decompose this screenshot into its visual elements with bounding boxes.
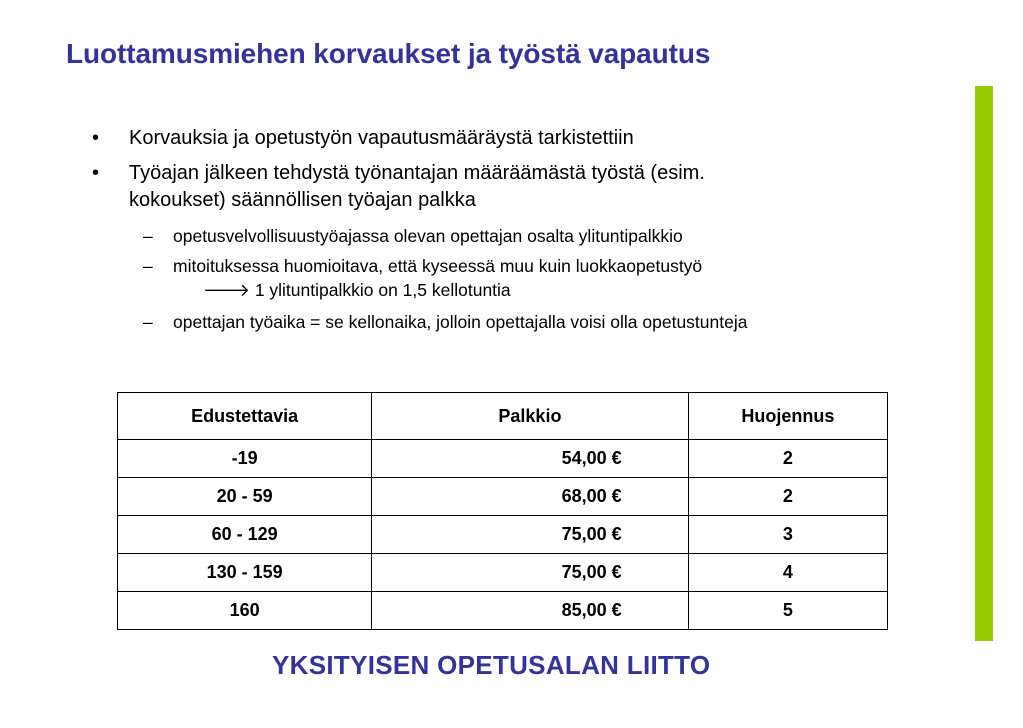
cell-representatives: 20 - 59 bbox=[118, 478, 372, 516]
bullet-text-line-2: kokoukset) säännöllisen työajan palkka bbox=[129, 189, 476, 211]
sub-bullet-continuation bbox=[203, 280, 511, 301]
table-row bbox=[118, 478, 888, 516]
table-header-row bbox=[118, 393, 888, 440]
continuation-text: 1 ylituntipalkkio on 1,5 kellotuntia bbox=[254, 280, 511, 300]
cell-fee: 54,00 € bbox=[372, 440, 689, 478]
sub-bullet-dash: – bbox=[143, 312, 153, 332]
cell-representatives: 160 bbox=[118, 592, 372, 630]
column-header-fee: Palkkio bbox=[372, 393, 689, 440]
cell-reduction: 3 bbox=[688, 516, 887, 554]
cell-representatives: 130 - 159 bbox=[118, 554, 372, 592]
cell-reduction: 2 bbox=[688, 478, 887, 516]
sub-bullet-text: opettajan työaika = se kellonaika, jolloin opettajalla voisi olla opetustunteja bbox=[173, 312, 748, 332]
fee-table bbox=[117, 392, 888, 630]
cell-fee: 68,00 € bbox=[372, 478, 689, 516]
bullet-dot: • bbox=[92, 162, 100, 184]
table-row bbox=[118, 592, 888, 630]
table-row bbox=[118, 440, 888, 478]
table-row bbox=[118, 554, 888, 592]
cell-representatives: 60 - 129 bbox=[118, 516, 372, 554]
cell-reduction: 4 bbox=[688, 554, 887, 592]
table-row bbox=[118, 516, 888, 554]
column-header-reduction: Huojennus bbox=[688, 393, 887, 440]
bullet-text-line-1: Työajan jälkeen tehdystä työnantajan määräämästä työstä (esim. bbox=[129, 162, 705, 184]
cell-reduction: 5 bbox=[688, 592, 887, 630]
bullet-text: Korvauksia ja opetustyön vapautusmääräystä tarkistettiin bbox=[129, 127, 634, 149]
sub-bullet-dash: – bbox=[143, 256, 153, 276]
slide-title: Luottamusmiehen korvaukset ja työstä vapautus bbox=[66, 38, 711, 69]
sub-bullet-text: opetusvelvollisuustyöajassa olevan opettajan osalta ylituntipalkkio bbox=[173, 226, 683, 246]
accent-bar bbox=[975, 86, 993, 641]
sub-bullet-dash: – bbox=[143, 226, 153, 246]
cell-fee: 75,00 € bbox=[372, 554, 689, 592]
cell-fee: 75,00 € bbox=[372, 516, 689, 554]
right-arrow-icon: 🡒 bbox=[203, 280, 250, 300]
column-header-representatives: Edustettavia bbox=[118, 393, 372, 440]
cell-fee: 85,00 € bbox=[372, 592, 689, 630]
bullet-dot: • bbox=[92, 127, 100, 149]
sub-bullet-text: mitoituksessa huomioitava, että kyseessä muu kuin luokkaopetustyö bbox=[173, 256, 703, 276]
footer-organization-name: YKSITYISEN OPETUSALAN LIITTO bbox=[272, 650, 711, 680]
cell-representatives: -19 bbox=[118, 440, 372, 478]
cell-reduction: 2 bbox=[688, 440, 887, 478]
